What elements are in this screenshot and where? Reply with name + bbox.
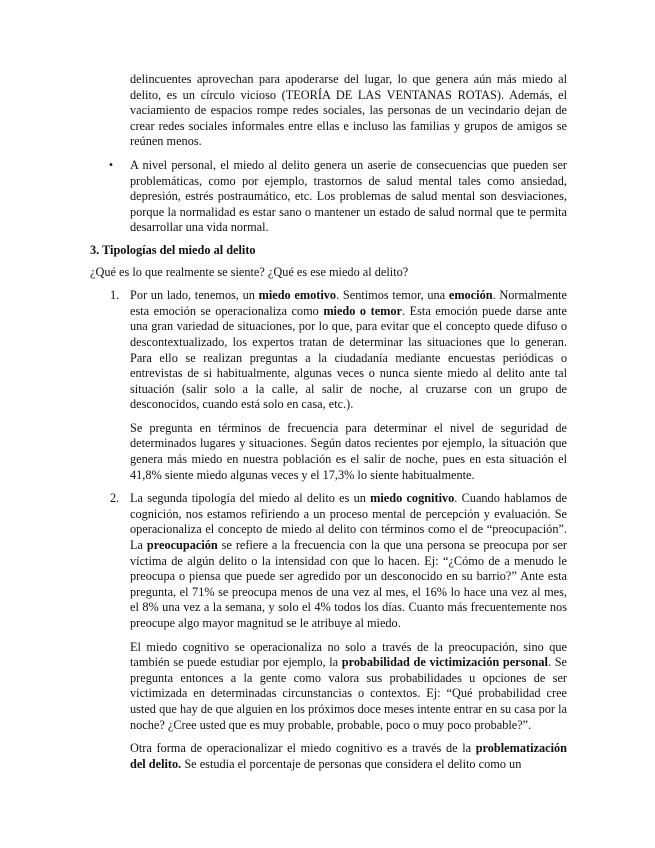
list-number-2: 2. <box>110 491 120 506</box>
item1-paragraph-2: Se pregunta en términos de frecuencia para determinar el nivel de seguridad de determinados lugares y situaciones. Según datos recientes por ejemplo, la situación que genera más miedo en nuestra población es el salir de noche, pues en esta situación el 41,8% siente miedo algunas veces y el 17,3% lo siente habitualmente. <box>130 420 567 482</box>
list-item-2 <box>110 491 568 772</box>
section-question: ¿Qué es lo que realmente se siente? ¿Qué es ese miedo al delito? <box>90 264 409 279</box>
bullet-icon: • <box>108 159 114 171</box>
section-heading: 3. Tipologías del miedo al delito <box>90 242 256 257</box>
item1-paragraph-1: Por un lado, tenemos, un miedo emotivo. Sentimos temor, una emoción. Normalmente esta emoción se operacionaliza como miedo o temor. Esta emoción puede darse ante una gran variedad de situaciones, por lo que, para evitar que el concepto quede difuso o descontextualizado, los expertos tratan de determinar las situaciones que lo generan. Para ello se realizan preguntas a la ciudadanía mediante encuestas periódicas o entrevistas de si habitualmente, algunas veces o nunca siente miedo al delito ante tal situación (salir solo a la calle, al salir de noche, al cruzarse con un grupo de desconocidos, cuando está solo en casa, etc.). <box>130 288 567 412</box>
item2-paragraph-1: La segunda tipología del miedo al delito es un miedo cognitivo. Cuando hablamos de cognición, nos estamos refiriendo a un proceso mental de percepción y evaluación. Se operacionaliza el concepto de miedo al delito con términos como el de “preocupación”. La preocupación se refiere a la frecuencia con la que una persona se preocupa por ser víctima de algún delito o la intensidad con que lo hacen. Ej: “¿Cómo de a menudo le preocupa o piensa que puede ser agredido por un desconocido en su barrio?” Ante esta pregunta, el 71% se preocupa menos de una vez al mes, el 16% lo hace una vez al mes, el 8% una vez a la semana, y solo el 4% todos los días. Cuanto más frecuentemente nos preocupe algo mayor magnitud se le atribuye al miedo. <box>130 491 568 630</box>
list-item-1 <box>110 288 567 483</box>
item2-paragraph-3: Otra forma de operacionalizar el miedo cognitivo es a través de la problematización del delito. Se estudia el porcentaje de personas que considera el delito como un <box>130 741 567 771</box>
list-number-1: 1. <box>110 288 120 303</box>
bullet-item-personal <box>108 157 567 236</box>
bullet-personal-text: A nivel personal, el miedo al delito genera un aserie de consecuencias que pueden ser problemáticas, como por ejemplo, trastornos de salud mental tales como ansiedad, depresión, estrés postraumático, etc. Los problemas de salud mental son desviaciones, porque la normalidad es estar sano o mantener un estado de salud normal que te permita desarrollar una vida normal. <box>130 157 567 235</box>
intro-continuation-paragraph: delincuentes aprovechan para apoderarse del lugar, lo que genera aún más miedo al delito, es un círculo vicioso (TEORÍA DE LAS VENTANAS ROTAS). Además, el vaciamiento de espacios rompe redes sociales, las personas de un vecindario dejan de crear redes sociales informales entre ellas e incluso las familias y grupos de amigos se reúnen menos. <box>130 72 567 149</box>
item2-paragraph-2: El miedo cognitivo se operacionaliza no solo a través de la preocupación, sino que también se puede estudiar por ejemplo, la probabilidad de victimización personal. Se pregunta entonces a la gente como valora sus probabilidades u opciones de ser victimizada en determinadas circunstancias o contextos. Ej: “Qué probabilidad cree usted que hay de que alguien en los próximos doce meses intente entrar en su casa por la noche? ¿Cree usted que es muy probable, probable, poco o muy poco probable?”. <box>130 639 567 732</box>
